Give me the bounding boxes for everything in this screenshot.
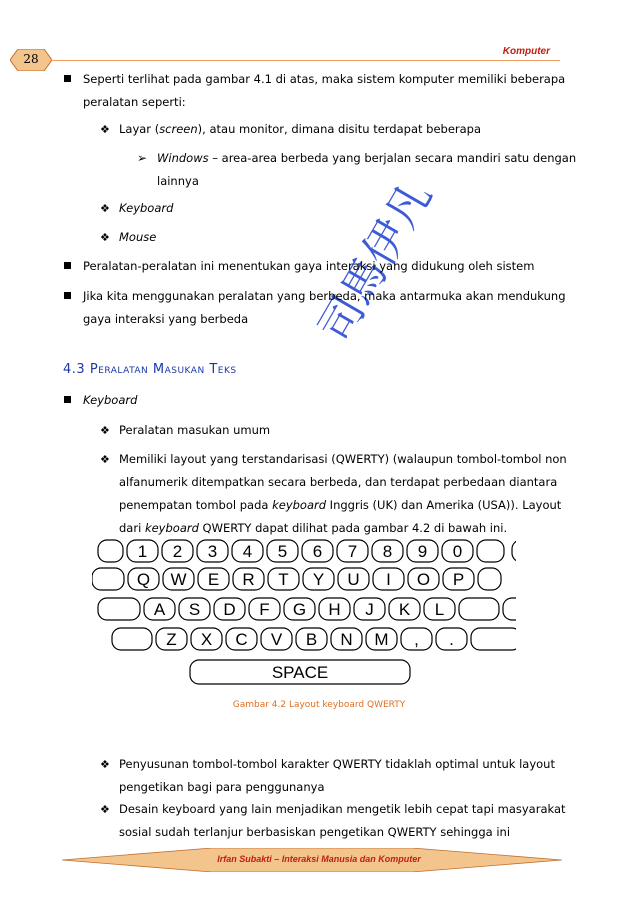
key-H (319, 598, 350, 620)
key-J (354, 598, 385, 620)
paragraph-line: gaya interaksi yang berbeda (83, 312, 249, 326)
list-item-mouse: Mouse (119, 230, 157, 244)
paragraph-line: pengetikan bagi para penggunanya (119, 780, 325, 794)
square-bullet-icon (64, 292, 71, 299)
key-label: S (188, 600, 201, 619)
key-label: 4 (242, 542, 253, 561)
key-A (144, 598, 175, 620)
watermark-chinese: 司馬伊凡 (309, 173, 442, 351)
key-label: X (200, 630, 213, 649)
paragraph-line: sosial sudah terlanjur berbasiskan pengetikan QWERTY sehingga ini (119, 825, 511, 839)
figure-caption: Gambar 4.2 Layout keyboard QWERTY (232, 700, 406, 710)
key-label: 0 (452, 542, 463, 561)
diamond-bullet-icon: ❖ (100, 803, 110, 816)
key-5 (267, 540, 298, 562)
key-blank (459, 598, 499, 620)
diamond-bullet-icon: ❖ (100, 758, 110, 771)
key-blank (471, 628, 516, 650)
paragraph-line: penempatan tombol pada keyboard Inggris (UK) dan Amerika (USA)). Layout (119, 498, 562, 512)
key-4 (232, 540, 263, 562)
key-Q (128, 568, 159, 590)
key-M (366, 628, 397, 650)
key-label: 7 (347, 542, 358, 561)
key-P (443, 568, 474, 590)
key-K (389, 598, 420, 620)
key-comma (401, 628, 432, 650)
key-label: K (398, 600, 411, 619)
key-label: SPACE (271, 663, 329, 682)
key-label: M (374, 630, 389, 649)
key-label: E (207, 570, 220, 589)
key-blank (92, 568, 124, 590)
diamond-bullet-icon: ❖ (100, 202, 110, 215)
key-T (268, 568, 299, 590)
key-E (198, 568, 229, 590)
key-blank (98, 540, 123, 562)
key-blank (512, 540, 516, 562)
key-label: I (386, 570, 391, 589)
key-label: P (452, 570, 465, 589)
key-2 (162, 540, 193, 562)
key-label: U (347, 570, 360, 589)
key-label: B (305, 630, 318, 649)
header-title: Komputer (502, 46, 550, 57)
key-N (331, 628, 362, 650)
key-space (190, 660, 410, 684)
key-X (191, 628, 222, 650)
key-label: H (328, 600, 341, 619)
key-label: J (365, 600, 374, 619)
key-G (284, 598, 315, 620)
key-label: T (278, 570, 289, 589)
key-label: D (223, 600, 236, 619)
key-blank (477, 540, 504, 562)
diamond-bullet-icon: ❖ (100, 453, 110, 466)
key-6 (302, 540, 333, 562)
diamond-bullet-icon: ❖ (100, 123, 110, 136)
page-number: 28 (23, 52, 39, 66)
key-label: W (170, 570, 187, 589)
key-7 (337, 540, 368, 562)
key-label: R (242, 570, 255, 589)
key-label: 9 (417, 542, 428, 561)
key-blank (112, 628, 152, 650)
paragraph-line: Memiliki layout yang terstandarisasi (QWERTY) (walaupun tombol-tombol non (119, 452, 567, 466)
list-item-layar: Layar (screen), atau monitor, dimana disitu terdapat beberapa (119, 122, 482, 136)
key-V (261, 628, 292, 650)
key-O (408, 568, 439, 590)
key-label: Q (136, 570, 151, 589)
paragraph-line: lainnya (157, 174, 199, 188)
paragraph-line: Peralatan masukan umum (119, 423, 271, 437)
paragraph-line: alfanumerik ditempatkan secara berbeda, dan terdapat perbedaan diantara (119, 475, 558, 489)
qwerty-keyboard-figure (92, 536, 516, 692)
key-label: C (235, 630, 248, 649)
key-label: O (416, 570, 431, 589)
list-item-windows: Windows – area-area berbeda yang berjalan secara mandiri satu dengan (157, 151, 577, 165)
paragraph-line: Jika kita menggunakan peralatan yang berbeda, maka antarmuka akan mendukung (83, 289, 566, 303)
key-label: 3 (207, 542, 218, 561)
diamond-bullet-icon: ❖ (100, 231, 110, 244)
key-label: A (153, 600, 166, 619)
key-3 (197, 540, 228, 562)
key-C (226, 628, 257, 650)
key-U (338, 568, 369, 590)
paragraph-line: Penyusunan tombol-tombol karakter QWERTY tidaklah optimal untuk layout (119, 757, 555, 771)
paragraph-line: Desain keyboard yang lain menjadikan mengetik lebih cepat tapi masyarakat (119, 802, 566, 816)
key-label: V (270, 630, 283, 649)
key-period (436, 628, 467, 650)
key-label: 1 (137, 542, 148, 561)
key-label: 2 (172, 542, 183, 561)
key-8 (372, 540, 403, 562)
key-label: F (259, 600, 270, 619)
key-blank (503, 598, 516, 620)
footer-text: Irfan Subakti – Interaksi Manusia dan Komputer (217, 854, 421, 864)
paragraph-line: peralatan seperti: (83, 95, 186, 109)
diamond-bullet-icon: ❖ (100, 424, 110, 437)
header-rule (50, 60, 560, 61)
key-label: 5 (277, 542, 288, 561)
key-label: . (449, 630, 454, 649)
key-1 (127, 540, 158, 562)
key-label: Y (312, 570, 325, 589)
square-bullet-icon (64, 75, 71, 82)
key-R (233, 568, 264, 590)
key-label: N (340, 630, 353, 649)
key-0 (442, 540, 473, 562)
key-label: , (414, 630, 419, 649)
key-blank (478, 568, 501, 590)
paragraph-line: Seperti terlihat pada gambar 4.1 di atas, maka sistem komputer memiliki beberapa (83, 72, 566, 86)
paragraph-line: Peralatan-peralatan ini menentukan gaya interaksi yang didukung oleh sistem (83, 259, 535, 273)
arrow-bullet-icon: ➢ (137, 151, 148, 165)
square-bullet-icon (64, 396, 71, 403)
list-item-keyboard: Keyboard (119, 201, 174, 215)
key-label: 6 (312, 542, 323, 561)
key-9 (407, 540, 438, 562)
key-S (179, 598, 210, 620)
key-label: L (434, 600, 445, 619)
key-label: G (292, 600, 307, 619)
key-label: 8 (382, 542, 393, 561)
key-Y (303, 568, 334, 590)
list-item-keyboard-section: Keyboard (83, 393, 138, 407)
key-W (163, 568, 194, 590)
key-F (249, 598, 280, 620)
key-D (214, 598, 245, 620)
key-B (296, 628, 327, 650)
square-bullet-icon (64, 262, 71, 269)
key-I (373, 568, 404, 590)
key-blank (98, 598, 140, 620)
key-L (424, 598, 455, 620)
paragraph-line: dari keyboard QWERTY dapat dilihat pada gambar 4.2 di bawah ini. (119, 521, 508, 535)
section-heading: 4.3 Peralatan Masukan Teks (63, 362, 237, 377)
key-Z (156, 628, 187, 650)
key-label: Z (166, 630, 177, 649)
